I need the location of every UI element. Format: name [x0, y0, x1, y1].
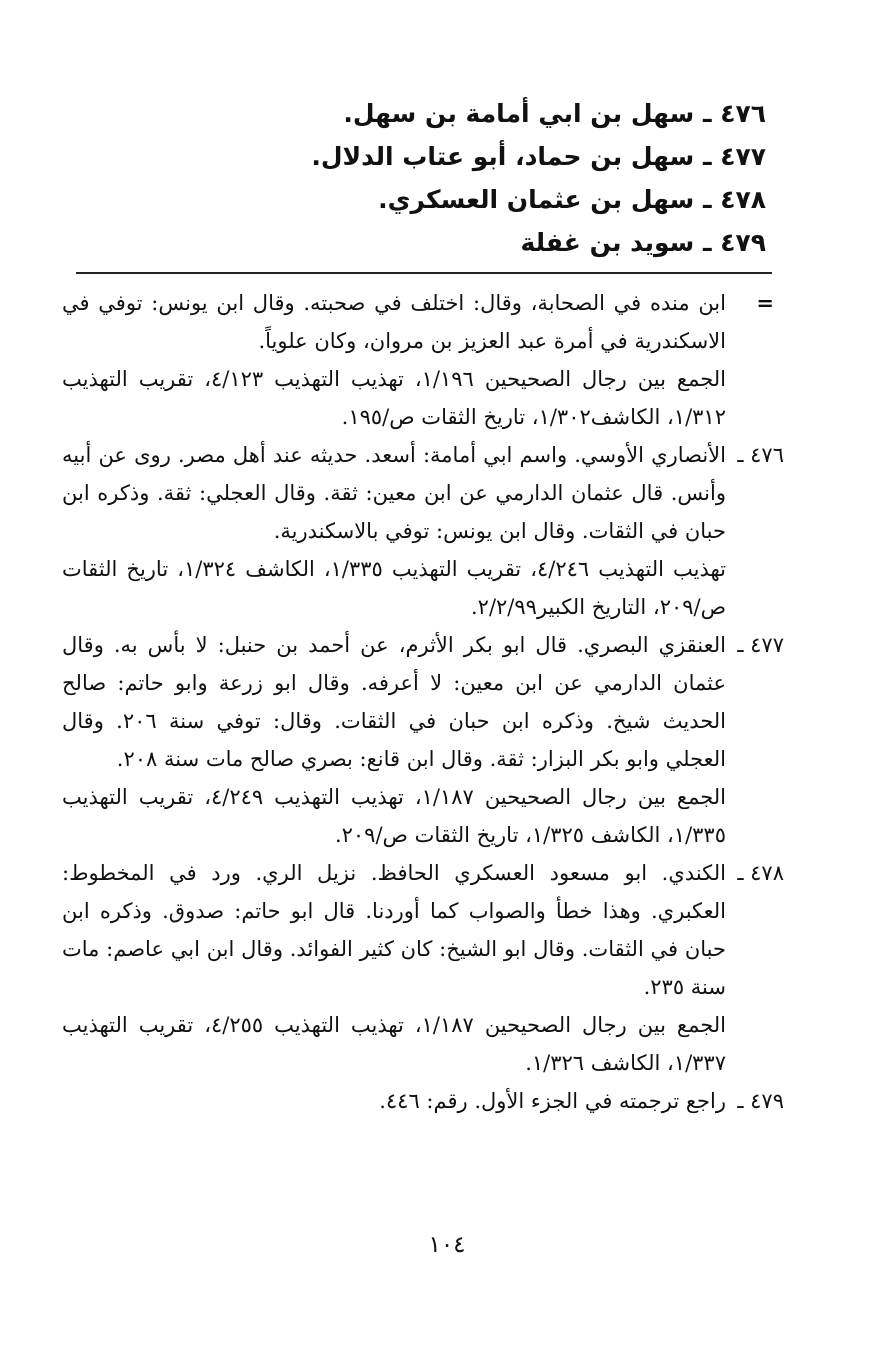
footnote-marker: ٤٧٧ ـ — [737, 633, 784, 657]
footnotes — [62, 284, 784, 1120]
entry-heading-479: ٤٧٩ ـ سويد بن غفلة — [520, 228, 766, 257]
footnote-divider — [76, 272, 772, 274]
footnote-marker: ٤٧٩ ـ — [737, 1089, 784, 1113]
entry-heading-478: ٤٧٨ ـ سهل بن عثمان العسكري. — [378, 185, 766, 214]
footnote-479 — [62, 1082, 784, 1120]
footnote-marker: ٤٧٨ ـ — [737, 861, 784, 885]
footnote-body: ابن منده في الصحابة، وقال: اختلف في صحبته. وقال ابن يونس: توفي في الاسكندرية في أمرة عبد العزيز بن مروان، وكان علوياً. — [62, 291, 726, 353]
footnote-references: الجمع بين رجال الصحيحين ١/١٩٦، تهذيب التهذيب ٤/١٢٣، تقريب التهذيب ١/٣١٢، الكاشف١/٣٠٢، تاريخ الثقات ص/١٩٥. — [62, 367, 726, 429]
footnote-body: الأنصاري الأوسي. واسم ابي أمامة: أسعد. حديثه عند أهل مصر. روى عن أبيه وأنس. قال عثمان الدارمي عن ابن معين: ثقة. وقال العجلي: ثقة. وذكره ابن حبان في الثقات. وقال ابن يونس: توفي بالاسكندرية. — [62, 443, 726, 543]
entry-heading-476: ٤٧٦ ـ سهل بن ابي أمامة بن سهل. — [343, 99, 766, 128]
footnote-477 — [62, 626, 784, 854]
footnote-476 — [62, 436, 784, 626]
entry-heading-477: ٤٧٧ ـ سهل بن حماد، أبو عتاب الدلال. — [311, 142, 766, 171]
footnote-body: الكندي. ابو مسعود العسكري الحافظ. نزيل الري. ورد في المخطوط: العكبري. وهذا خطأ والصواب كما أوردنا. قال ابو حاتم: صدوق. وذكره ابن حبان في الثقات. وقال ابو الشيخ: كان كثير الفوائد. وقال ابن ابي عاصم: مات سنة ٢٣٥. — [62, 861, 726, 999]
footnote-body: راجع ترجمته في الجزء الأول. رقم: ٤٤٦. — [379, 1089, 726, 1113]
footnote-478 — [62, 854, 784, 1082]
footnote-references: الجمع بين رجال الصحيحين ١/١٨٧، تهذيب التهذيب ٤/٢٤٩، تقريب التهذيب ١/٣٣٥، الكاشف ١/٣٢٥، تاريخ الثقات ص/٢٠٩. — [62, 785, 726, 847]
footnote-references: تهذيب التهذيب ٤/٢٤٦، تقريب التهذيب ١/٣٣٥، الكاشف ١/٣٢٤، تاريخ الثقات ص/٢٠٩، التاريخ الكبير٢/٢/٩٩. — [62, 557, 726, 619]
footnote-references: الجمع بين رجال الصحيحين ١/١٨٧، تهذيب التهذيب ٤/٢٥٥، تقريب التهذيب ١/٣٣٧، الكاشف ١/٣٢٦. — [62, 1013, 726, 1075]
entry-headings — [62, 92, 772, 264]
footnote-marker: = — [756, 290, 774, 315]
page — [62, 92, 784, 1120]
footnote-marker: ٤٧٦ ـ — [737, 443, 784, 467]
page-number: ١٠٤ — [428, 1232, 466, 1258]
footnote-body: العنقزي البصري. قال ابو بكر الأثرم، عن أحمد بن حنبل: لا بأس به. وقال عثمان الدارمي عن ابن معين: لا أعرفه. وقال ابو زرعة وابو حاتم: صالح الحديث شيخ. وذكره ابن حبان في الثقات. وقال: توفي سنة ٢٠٦. وقال العجلي وابو بكر البزار: ثقة. وقال ابن قانع: بصري صالح مات سنة ٢٠٨. — [62, 633, 726, 771]
footnote-continued — [62, 284, 772, 436]
